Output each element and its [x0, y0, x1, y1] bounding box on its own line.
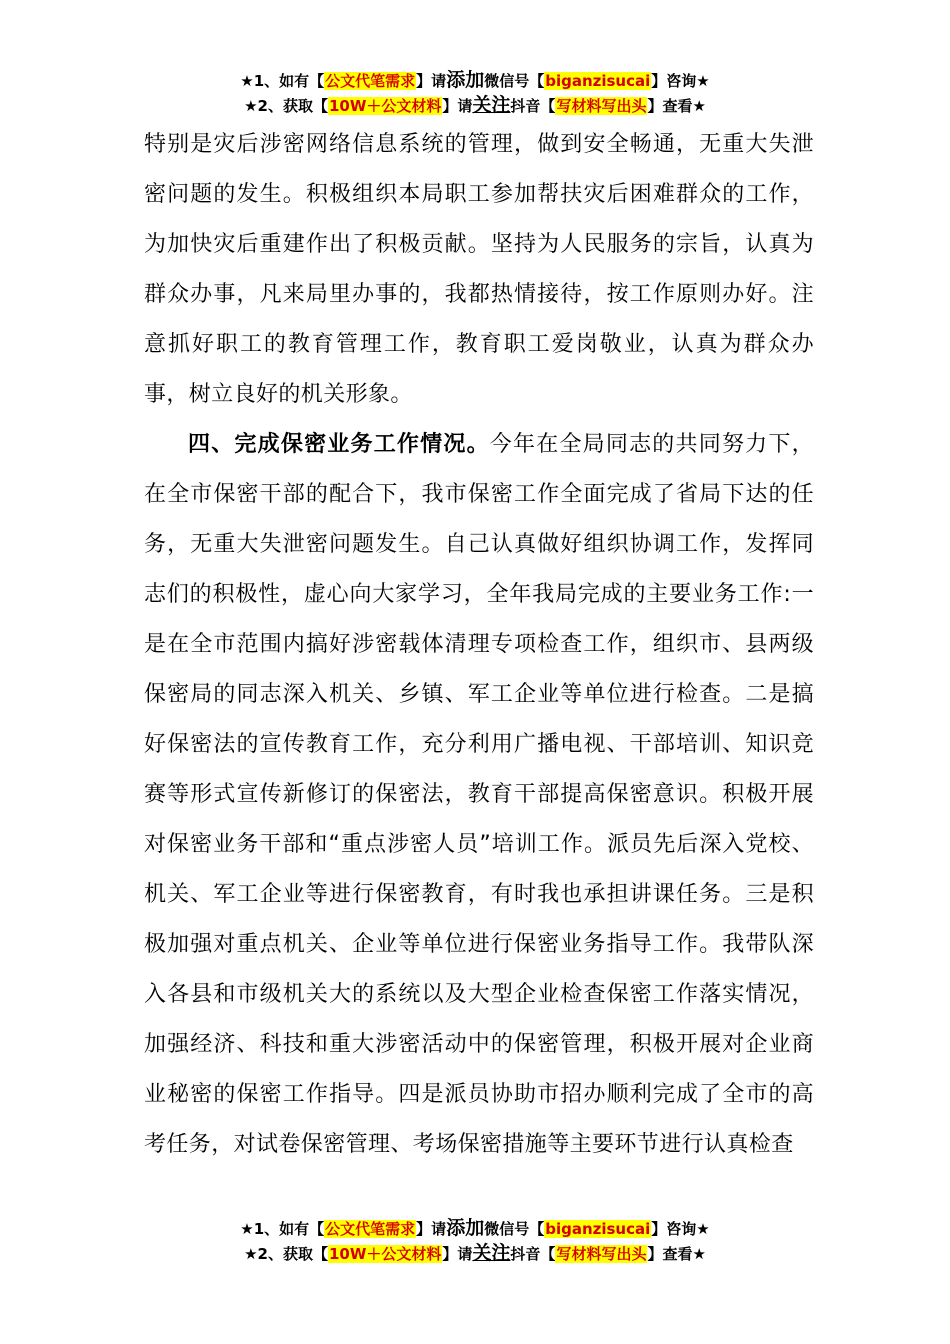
- banner-text: ★1、如有【: [240, 72, 325, 90]
- banner-emphasis: 关注: [472, 94, 511, 116]
- highlight-wechat-id: biganzisucai: [545, 72, 651, 90]
- highlight-service: 公文代笔需求: [325, 72, 416, 90]
- highlight-materials: 10W＋公文材料: [328, 1245, 442, 1263]
- highlight-douyin: 写材料写出头: [556, 97, 647, 115]
- banner-text: 】咨询★: [651, 1220, 710, 1238]
- banner-text: 】请: [416, 72, 447, 90]
- highlight-wechat-id: biganzisucai: [545, 1220, 651, 1238]
- banner-text: 】查看★: [647, 1245, 706, 1263]
- highlight-service: 公文代笔需求: [325, 1220, 416, 1238]
- banner-line-1: [0, 68, 950, 93]
- banner-emphasis: 添加: [446, 1217, 485, 1239]
- footer-banner: [0, 1216, 950, 1266]
- document-body: [144, 120, 814, 1170]
- banner-text: 】请: [442, 97, 473, 115]
- highlight-douyin: 写材料写出头: [556, 1245, 647, 1263]
- banner-emphasis: 关注: [472, 1242, 511, 1264]
- banner-text: 抖音【: [510, 97, 556, 115]
- banner-text: 微信号【: [484, 72, 545, 90]
- banner-text: 抖音【: [510, 1245, 556, 1263]
- paragraph-2: [144, 420, 814, 1170]
- banner-text: ★1、如有【: [240, 1220, 325, 1238]
- banner-text: 】咨询★: [651, 72, 710, 90]
- paragraph-1: 特别是灾后涉密网络信息系统的管理，做到安全畅通，无重大失泄密问题的发生。积极组织本局职工参加帮扶灾后困难群众的工作，为加快灾后重建作出了积极贡献。坚持为人民服务的宗旨，认真为群众办事，凡来局里办事的，我都热情接待，按工作原则办好。注意抓好职工的教育管理工作，教育职工爱岗敬业，认真为群众办事，树立良好的机关形象。: [144, 132, 814, 407]
- banner-text: 微信号【: [484, 1220, 545, 1238]
- banner-text: 】请: [416, 1220, 447, 1238]
- section-heading: 四、完成保密业务工作情况。: [188, 432, 490, 457]
- banner-text: 】请: [442, 1245, 473, 1263]
- banner-emphasis: 添加: [446, 69, 485, 91]
- paragraph-2-body: 今年在全局同志的共同努力下，在全市保密干部的配合下，我市保密工作全面完成了省局下达的任务，无重大失泄密问题发生。自己认真做好组织协调工作，发挥同志们的积极性，虚心向大家学习，全年我局完成的主要业务工作:一是在全市范围内搞好涉密载体清理专项检查工作，组织市、县两级保密局的同志深入机关、乡镇、军工企业等单位进行检查。二是搞好保密法的宣传教育工作，充分利用广播电视、干部培训、知识竞赛等形式宣传新修订的保密法，教育干部提高保密意识。积极开展对保密业务干部和“重点涉密人员”培训工作。派员先后深入党校、机关、军工企业等进行保密教育，有时我也承担讲课任务。三是积极加强对重点机关、企业等单位进行保密业务指导工作。我带队深入各县和市级机关大的系统以及大型企业检查保密工作落实情况，加强经济、科技和重大涉密活动中的保密管理，积极开展对企业商业秘密的保密工作指导。四是派员协助市招办顺利完成了全市的高考任务，对试卷保密管理、考场保密措施等主要环节进行认真检查: [144, 432, 814, 1157]
- banner-text: ★2、获取【: [244, 97, 328, 115]
- banner-line-2: [0, 93, 950, 118]
- header-banner: [0, 68, 950, 118]
- banner-text: ★2、获取【: [244, 1245, 328, 1263]
- banner-line-1: [0, 1216, 950, 1241]
- highlight-materials: 10W＋公文材料: [328, 97, 442, 115]
- banner-text: 】查看★: [647, 97, 706, 115]
- banner-line-2: [0, 1241, 950, 1266]
